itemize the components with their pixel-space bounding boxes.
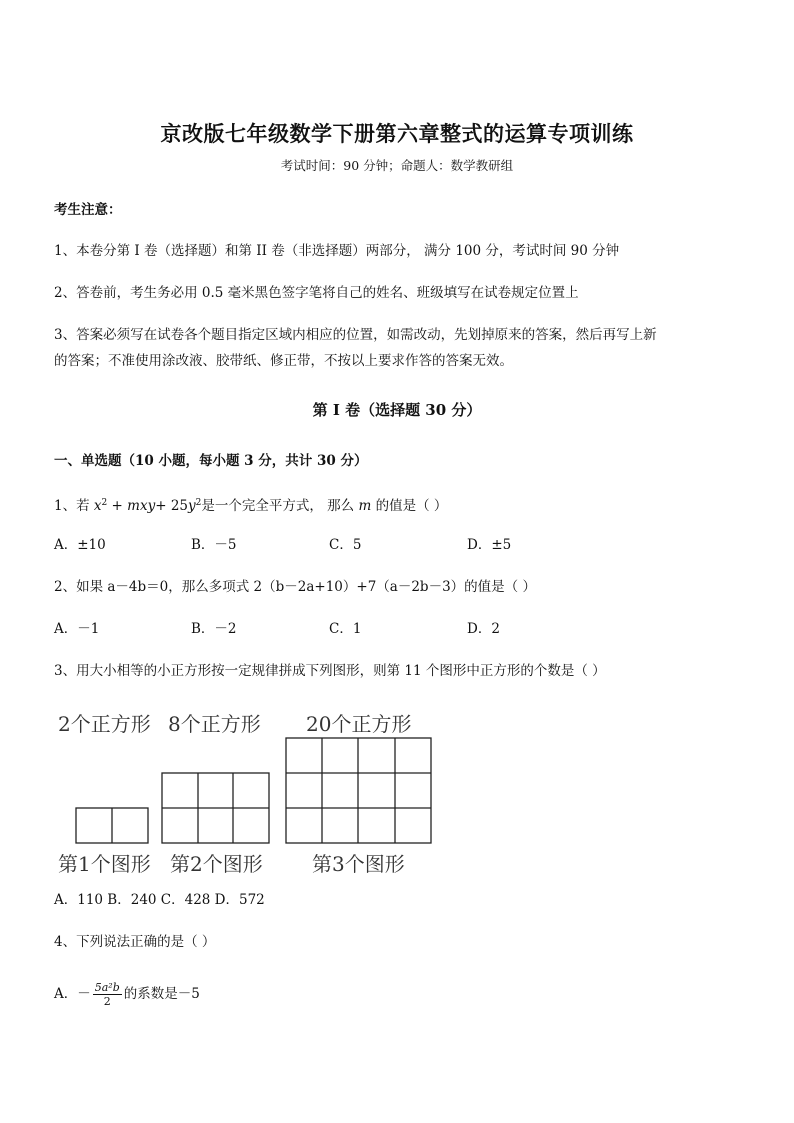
question-4: 4、下列说法正确的是（ ） xyxy=(54,934,216,950)
q3-options[interactable]: A．110 B．240 C．428 D．572 xyxy=(54,892,265,908)
q4-option-a[interactable]: A．－ $\frac{\text{5a²b}}{2}$ 的系数是－5 xyxy=(54,981,200,1008)
part-title: 一、单选题（10 小题，每小题 3 分，共计 30 分） xyxy=(54,453,368,469)
question-1: 1、若 $x^2 + mxy+ 25y^2$是一个完全平方式， 那么 m 的值是（ ） xyxy=(54,498,448,514)
q1-option-c[interactable]: C．5 xyxy=(329,537,362,553)
q1-option-b[interactable]: B．－5 xyxy=(191,537,237,553)
section-title: 第 I 卷（选择题 30 分） xyxy=(312,401,482,419)
question-3: 3、用大小相等的小正方形按一定规律拼成下列图形，则第 11 个图形中正方形的个数是（ ） xyxy=(54,663,606,679)
q1-option-a[interactable]: A．±10 xyxy=(54,537,106,553)
q2-option-a[interactable]: A．－1 xyxy=(54,621,100,637)
q2-option-c[interactable]: C．1 xyxy=(329,621,362,637)
q1-option-d[interactable]: D．±5 xyxy=(467,537,512,553)
q2-option-b[interactable]: B．－2 xyxy=(191,621,237,637)
fraction: $\frac{\text{5a²b}}{2}$ xyxy=(94,981,120,1008)
notice-item-3-cont: 的答案；不准使用涂改液、胶带纸、修正带，不按以上要求作答的答案无效。 xyxy=(54,353,513,369)
figure-3-count-label: 20个正方形 xyxy=(306,712,412,736)
q2-option-d[interactable]: D．2 xyxy=(467,621,500,637)
exam-subtitle: 考试时间：90 分钟；命题人：数学教研组 xyxy=(280,158,514,173)
figure-2-count-label: 8个正方形 xyxy=(168,712,261,736)
notice-item-2: 2、答卷前，考生务必用 0.5 毫米黑色签字笔将自己的姓名、班级填写在试卷规定位置上 xyxy=(54,285,579,301)
page-title: 京改版七年级数学下册第六章整式的运算专项训练 xyxy=(160,121,634,146)
figure-2-label: 第2个图形 xyxy=(170,852,263,876)
figure-1-label: 第1个图形 xyxy=(58,852,151,876)
notice-item-3: 3、答案必须写在试卷各个题目指定区域内相应的位置，如需改动，先划掉原来的答案，然后再写上新 xyxy=(54,327,657,343)
question-2: 2、如果 a－4b＝0，那么多项式 2（b－2a+10）+7（a－2b－3）的值是（ ） xyxy=(54,579,536,595)
figure-3-label: 第3个图形 xyxy=(312,852,405,876)
notice-heading: 考生注意： xyxy=(54,202,122,218)
notice-item-1: 1、本卷分第 I 卷（选择题）和第 II 卷（非选择题）两部分， 满分 100 分，考试时间 90 分钟 xyxy=(54,243,620,259)
figure-1-count-label: 2个正方形 xyxy=(58,712,151,736)
